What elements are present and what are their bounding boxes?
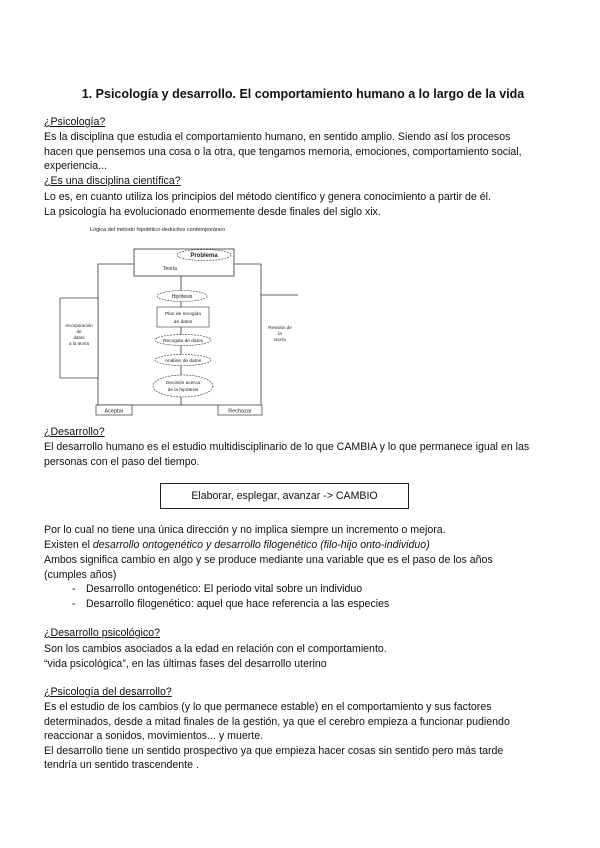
diagram-plan-2: de datos (173, 320, 193, 325)
paragraph-desarrollo-psicologico (44, 642, 562, 671)
diagram-right-3: teoría (274, 337, 286, 342)
cambio-box: Elaborar, esplegar, avanzar -> CAMBIO (160, 483, 409, 509)
diagram-decision-2: de la hipótesis (167, 388, 199, 393)
paragraph-psicologia-desarrollo (44, 700, 562, 773)
diagram-teoria: Teoría (163, 266, 177, 272)
diagram-plan-1: Plan de recogida (164, 312, 202, 317)
text-line: personas con el paso del tiempo. (44, 455, 200, 468)
text-span-italic: (filo-hijo onto-individuo) (317, 539, 430, 551)
page-title: 1. Psicología y desarrollo. El comportamiento humano a lo largo de la vida (81, 87, 525, 101)
paragraph-tipos-desarrollo (44, 538, 562, 553)
paragraph-direccion: Por lo cual no tiene una única dirección y no implica siempre un incremento o mejora. (44, 524, 446, 536)
diagram-right-2: la (278, 331, 282, 336)
text-line: hacen que pensemos una cosa o la otra, que tengamos memoria, emociones, comportamiento social, (44, 145, 522, 158)
diagram-left-3: datos (73, 335, 85, 340)
bullet-text: Desarrollo ontogenético: El periodo vital sobre un individuo (86, 583, 363, 595)
diagram-left-2: de (76, 329, 82, 334)
heading-psicologia: ¿Psicología? (44, 116, 106, 128)
text-line: Son los cambios asociados a la edad en relación con el comportamiento. (44, 643, 387, 655)
text-span: Existen el (44, 539, 93, 551)
heading-disciplina-cientifica: ¿Es una disciplina científica? (44, 175, 181, 187)
paragraph-desarrollo (44, 440, 562, 469)
text-line: Es la disciplina que estudia el comportamiento humano, en sentido amplio. Siendo así los procesos (44, 131, 511, 143)
heading-desarrollo: ¿Desarrollo? (44, 426, 105, 438)
diagram-caption: Lógica del método hipotético-deductivo contemporáneo (90, 227, 226, 233)
text-line: Ambos significa cambio en algo y se produce mediante una variable que es el paso de los años (44, 554, 493, 566)
text-line: El desarrollo humano es el estudio multidisciplinario de lo que CAMBIA y lo que permanece igual en las (44, 441, 530, 453)
paragraph-psicologia (44, 130, 562, 174)
diagram-problema: Problema (190, 253, 218, 259)
text-span-italic: desarrollo ontogenético y desarrollo filogenético (92, 539, 318, 551)
text-line: tendría un sentido trascendente . (44, 759, 199, 771)
diagram-right-1: Revisión de (268, 325, 292, 330)
text-line: Es el estudio de los cambios (y lo que permanece estable) en el comportamiento y sus factores (44, 701, 492, 713)
diagram-decision-1: Decisión acerca (165, 381, 201, 386)
text-line: Lo es, en cuanto utiliza los principios del método científico y genera conocimiento a partir de él. (44, 191, 491, 203)
diagram-recogida: Recogida de datos (162, 339, 204, 344)
diagram-left-1: Incorporación (65, 323, 93, 328)
paragraph-disciplina-cientifica (44, 190, 562, 219)
text-line: experiencia... (44, 160, 108, 172)
diagram-hipotesis: Hipótesis (171, 294, 193, 300)
diagram-analisis: Análisis de datos (164, 359, 202, 364)
text-line: determinados, desde a mitad finales de la gestión, ya que el cerebro empieza a funcionar pudiendo (44, 715, 510, 728)
diagram-rechazar: Rechazar (228, 408, 252, 415)
heading-psicologia-desarrollo: ¿Psicología del desarrollo? (44, 686, 172, 698)
bullet-item: - Desarrollo filogenético: aquel que hace referencia a las especies (72, 598, 390, 610)
diagram-aceptar: Aceptar (104, 408, 124, 415)
text-line: El desarrollo tiene un sentido prospectivo ya que empieza hacer cosas sin sentido pero más tarde (44, 744, 504, 757)
method-diagram (58, 222, 303, 418)
text-line: (cumples años) (44, 568, 117, 581)
text-line: “vida psicológica”, en las últimas fases del desarrollo uterino (44, 657, 327, 670)
paragraph-ambos (44, 553, 562, 582)
text-line: La psicología ha evolucionado enormemente desde finales del siglo xix. (44, 205, 381, 218)
diagram-left-4: a la teoría (68, 341, 90, 346)
heading-desarrollo-psicologico: ¿Desarrollo psicológico? (44, 627, 160, 639)
text-line: reaccionar a sonidos, movimientos... y muerte. (44, 730, 264, 742)
bullet-item: - Desarrollo ontogenético: El periodo vital sobre un individuo (72, 583, 363, 595)
bullet-text: Desarrollo filogenético: aquel que hace referencia a las especies (86, 598, 390, 610)
